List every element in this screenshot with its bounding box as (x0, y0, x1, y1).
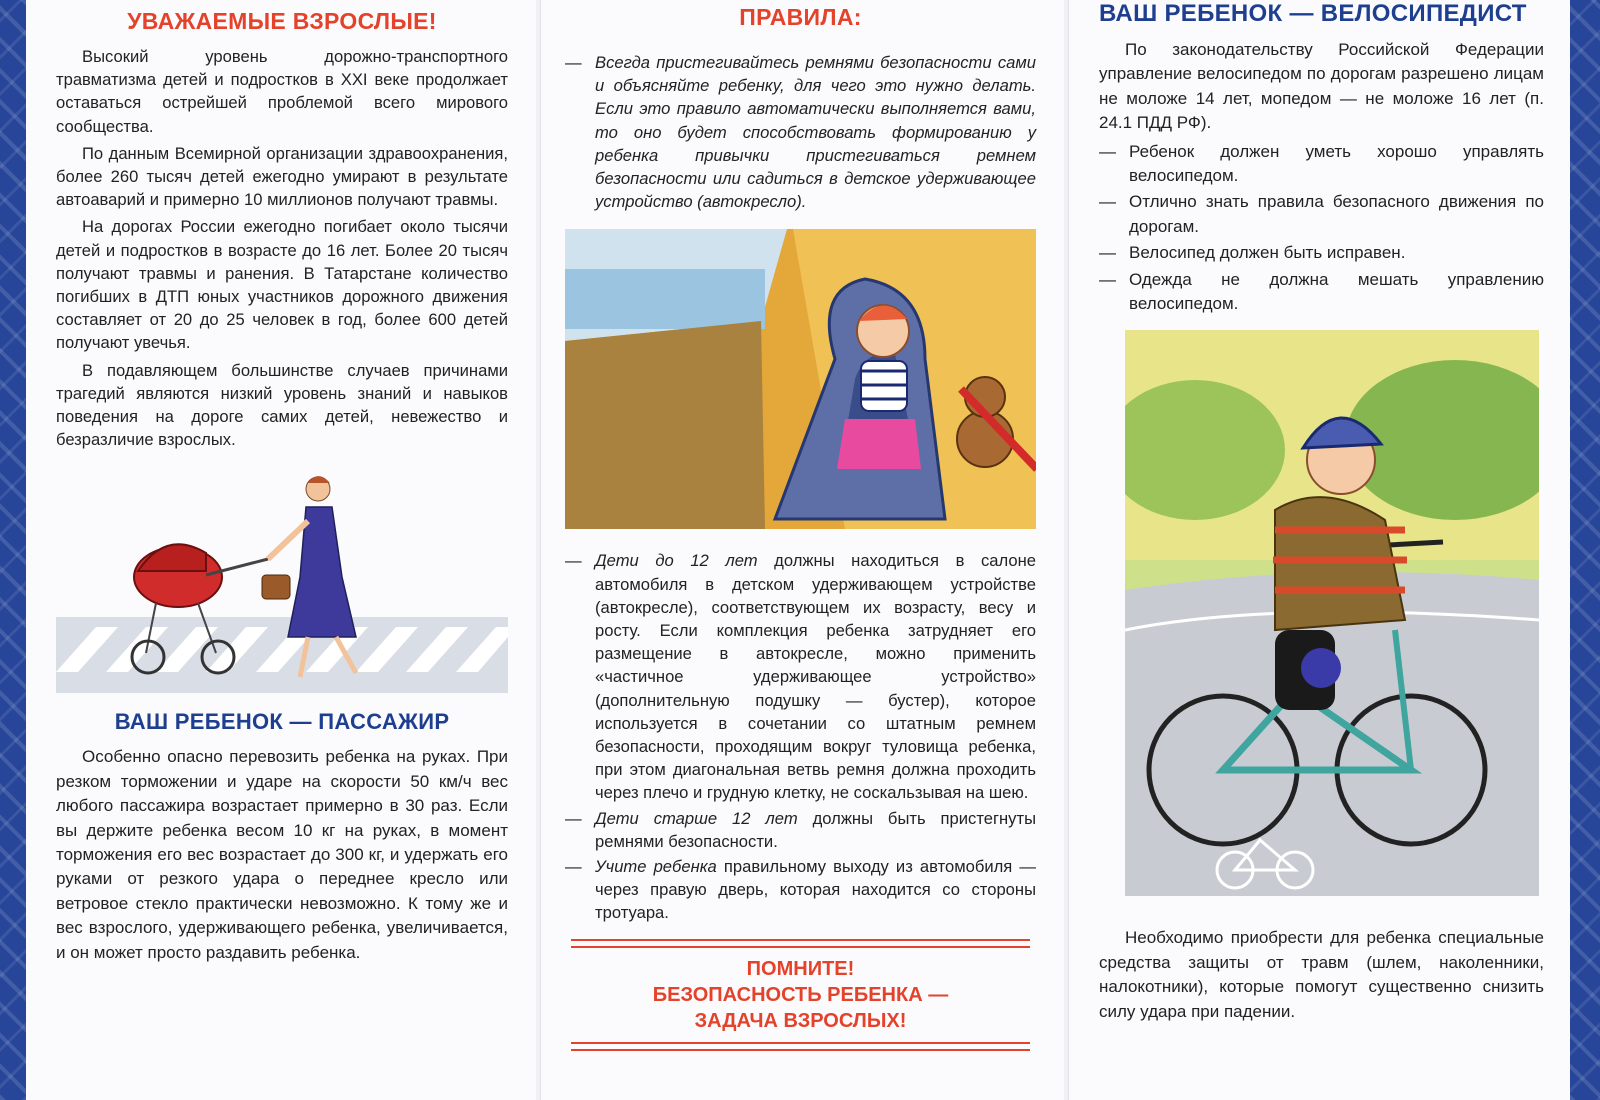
cyclist-rule: — Велосипед должен быть исправен. (1099, 241, 1544, 265)
divider (571, 939, 1030, 948)
panel-cyclist (1068, 0, 1570, 1100)
rule-item-emphasis: Дети до 12 лет (595, 551, 758, 571)
remember-line: ЗАДАЧА ВЗРОСЛЫХ! (694, 1009, 907, 1032)
rule-item-text: Всегда пристегивайтесь ремнями безопасности сами и объясняйте ребенку, для чего это нужно делать. Если это правило автоматически выполняется вами, то оно будет способствовать формированию у ребенка привычки пристегиваться ремнем безопасности или садиться в детское удерживающее устройство (автокресло). (595, 53, 1036, 212)
divider (571, 1042, 1030, 1051)
adults-paragraph: В подавляющем большинстве случаев причинами трагедий являются низкий уровень знаний и навыков поведения на дороге самих детей, невежество и безразличие взрослых. (56, 360, 508, 450)
rule-item (565, 807, 1036, 853)
remember-line: БЕЗОПАСНОСТЬ РЕБЕНКА — (652, 983, 949, 1006)
adults-title: УВАЖАЕМЫЕ ВЗРОСЛЫЕ! (127, 8, 437, 34)
rule-item (565, 549, 1036, 804)
rule-item-text: должны быть пристегнуты ремнями безопасности. (595, 808, 1037, 851)
passenger-title: ВАШ РЕБЕНОК — ПАССАЖИР (114, 709, 450, 735)
remember-line: ПОМНИТЕ! (746, 957, 855, 980)
panel-rules (540, 0, 1064, 1100)
rule-item-text: должны находиться в салоне автомобиля в детском удерживающем устройстве (автокресле), соответствующем их возрасту, весу и росту. Если комплекция ребенка затрудняет его размещение в автокресле, можно применить «частичное удерживающее устройство» (дополнительную подушку — бустер), которое используется в сочетании со штатным ремнем безопасности, проходящим вокруг туловища ребенка, при этом диагональная ветвь ремня должна проходить через плечо и грудную клетку, не соскальзывая на шею. (595, 551, 1036, 803)
adults-paragraph: На дорогах России ежегодно погибает около тысячи детей и подростков в возрасте до 16 лет. Более 20 тысяч получают травмы и ранения. В Татарстане количество погибших в ДТП юных участников дорожного движения составляет от 20 до 25 человек в год, более 600 детей получают увечья. (56, 217, 508, 353)
cyclist-illustration (1125, 330, 1544, 896)
adults-paragraph: Высокий уровень дорожно-транспортного травматизма детей и подростков в XXI веке продолжает оставаться острейшей проблемой всего мирового сообщества. (56, 47, 508, 136)
cyclist-intro: По законодательству Российской Федерации управление велосипедом по дорогам разрешено лицам не моложе 14 лет, мопедом — не моложе 16 лет (п. 24.1 ПДД РФ). (1099, 40, 1544, 133)
right-decorative-border (1570, 0, 1600, 1100)
remember-block (565, 939, 1036, 1051)
rule-item-emphasis: Учите ребенка (595, 857, 717, 877)
panel-adults (26, 0, 536, 1100)
left-decorative-border (0, 0, 26, 1100)
rule-item-emphasis: Дети старше 12 лет (595, 808, 798, 828)
crosswalk-stroller-illustration (56, 467, 508, 693)
rule-item (565, 51, 1036, 213)
adults-paragraph: По данным Всемирной организации здравоохранения, более 260 тысяч детей ежегодно умирают в результате автоаварий и примерно 10 миллионов получают травмы. (56, 143, 508, 210)
rules-title: ПРАВИЛА: (739, 4, 862, 30)
cyclist-rule: — Ребенок должен уметь хорошо управлять велосипедом. (1099, 140, 1544, 189)
cyclist-title: ВАШ РЕБЕНОК — ВЕЛОСИПЕДИСТ (1099, 0, 1527, 27)
cyclist-rule: — Одежда не должна мешать управлению велосипедом. (1099, 268, 1544, 317)
car-seat-illustration (565, 229, 1036, 529)
remember-callout (565, 948, 1036, 1042)
cyclist-rule: — Отлично знать правила безопасного движения по дорогам. (1099, 190, 1544, 239)
passenger-paragraph: Особенно опасно перевозить ребенка на руках. При резком торможении и ударе на скорости 50 км/ч вес любого пассажира возрастает примерно в 30 раз. Если вы держите ребенка весом 10 кг на руках, в момент торможения его вес возрастает до 300 кг, и удержать его руками от резкого удара о переднее кресло или ветровое стекло практически невозможно. К тому же и вес взрослого, удерживающего ребенка, увеличивается, и он может просто раздавить ребенка. (56, 747, 508, 962)
rule-item (565, 855, 1036, 925)
cyclist-closing: Необходимо приобрести для ребенка специальные средства защиты от травм (шлем, наколенники, налокотники), которые помогут существенно снизить силу удара при падении. (1099, 928, 1544, 1021)
rule-item-text: правильному выходу из автомобиля — через правую дверь, которая находится со стороны тротуара. (595, 857, 1036, 923)
